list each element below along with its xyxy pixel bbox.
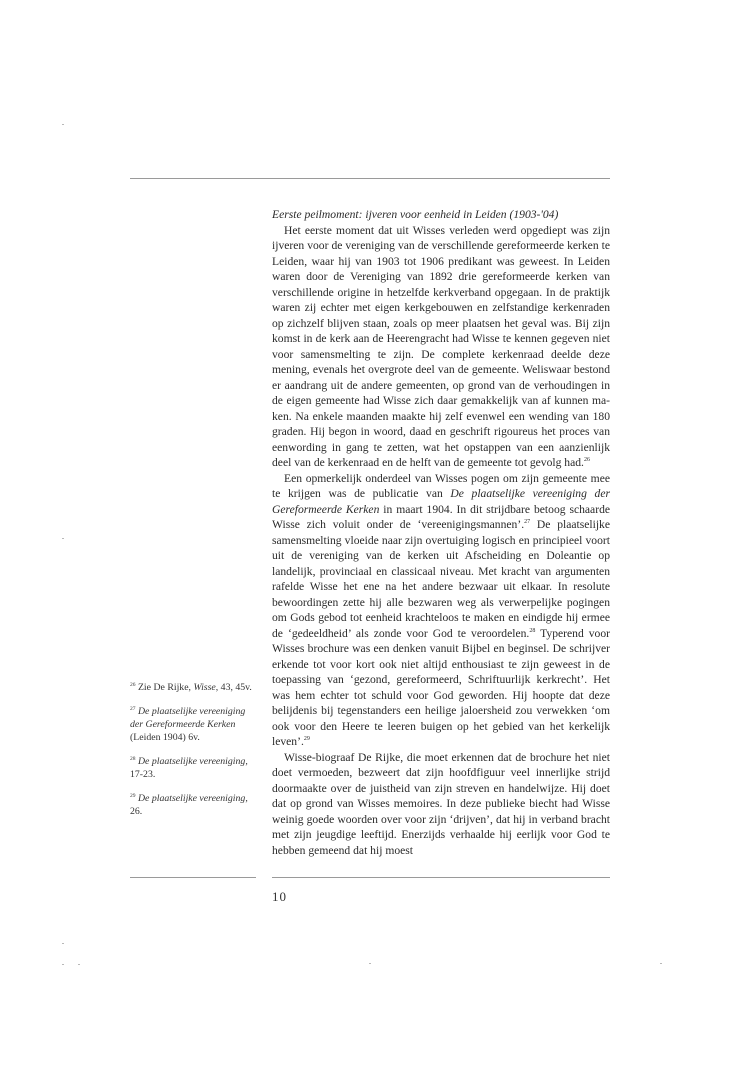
- footnote-ref-27: 27: [524, 519, 531, 525]
- footnote-number: 26: [130, 682, 136, 688]
- paragraph-3-text: Wisse-biograaf De Rijke, die moet erkennen dat de brochure het niet doet vermoeden, bezweert dat zijn hoofdfiguur veel innerlijke strijd doormaakte over de juistheid van zijn streven en handelwijze. Hij doet dat op grond van Wisses memoires. In deze publieke biecht had Wisse weinig goede woorden over voor zijn ‘drijven’, dat hij in verband bracht met zijn jeugdige leeftijd. Enerzijds verhaalde hij eerlijk voor God te hebben gemeend dat hij moest: [272, 750, 610, 857]
- scan-speck: [62, 943, 64, 944]
- paragraph-1: [272, 223, 610, 471]
- paragraph-2: [272, 471, 610, 750]
- footnote-title: Wisse: [193, 682, 216, 693]
- footnote-title: De plaatselijke vereeniging: [137, 793, 246, 804]
- text-bottom-rule: [272, 877, 610, 878]
- main-text-column: [272, 207, 610, 858]
- footnote-text: (Leiden 1904) 6v.: [130, 732, 200, 743]
- scan-speck: [369, 963, 371, 964]
- footnote-text: , 17-23.: [130, 756, 248, 780]
- scan-speck: [62, 124, 64, 125]
- footnote-number: 29: [130, 793, 136, 799]
- footnote-number: 28: [130, 756, 136, 762]
- footnote-ref-29: 29: [303, 736, 310, 742]
- scan-speck: [62, 538, 64, 539]
- paragraph-2-text-c: De plaatselijke samensmelting vloeide naar zijn overtuiging logisch en principieel voort uit de vereniging van de kerken uit Afscheiding en Doleantie op landelijk, provinciaal en classicaal niveau. Met kracht van argumenten rafelde Wisse het ene na het andere bezwaar uit elkaar. In resolute bewoordingen zette hij alle bezwaren weg als verwerpelijke pogingen om Gods gebod tot eenheid krachteloos te maken en eindigde hij ermee de ‘gedeeldheid’ als zonde voor God te veroordelen.: [272, 518, 610, 640]
- top-rule: [130, 178, 610, 179]
- footnote-text: Zie De Rijke,: [135, 682, 194, 693]
- paragraph-3: [272, 750, 610, 859]
- footnote-ref-28: 28: [529, 627, 536, 634]
- scan-speck: [62, 964, 64, 965]
- scan-speck: [78, 964, 80, 965]
- footnote-text: , 43, 45v.: [215, 682, 252, 693]
- footnote-text: , 26.: [130, 793, 248, 817]
- footnote-title: De plaatselijke vereeniging: [137, 756, 246, 767]
- paragraph-2-text-a: Een opmerkelijk onderdeel van Wisses pogen om zijn gemeente mee te krijgen was de publicatie van: [272, 471, 610, 500]
- footnote-27: [130, 705, 256, 744]
- footnote-number: 27: [130, 706, 136, 712]
- paragraph-2-book-title: De plaatselijke vereeniging der Gereformeerde Kerken: [272, 487, 610, 516]
- section-heading: Eerste peilmoment: ijveren voor eenheid in Leiden (1903-'04): [272, 208, 559, 221]
- paragraph-2-text-b: in maart 1904. In dit strijdbare betoog schaarde Wisse zich voluit onder de ‘vereenigingsmannen’.: [272, 502, 611, 531]
- footnote-bottom-rule: [130, 877, 256, 878]
- scan-speck: [660, 963, 662, 964]
- paragraph-1-text: Het eerste moment dat uit Wisses verleden werd opgediept was zijn ijveren voor de vereniging van de verschillende gereformeerde kerken te Leiden, waar hij van 1903 tot 1906 predikant was geweest. In Leiden waren door de Vereniging van 1892 drie gereformeerde kerken van verschillende origine in hetzelfde kerkverband opgegaan. In de praktijk waren zij echter met eigen kerkgebouwen en zelfstandige kerkenraden op zichzelf blijven staan, zoals op meer plaatsen het geval was. Bij zijn komst in de kerk aan de Heerengracht had Wisse te kennen gegeven niet voor samensmelting te zijn. De complete kerkenraad deelde deze mening, evenals het overgrote deel van de gemeente. Weliswaar bestond er aandrang uit de andere gemeenten, op grond van de verhoudingen in de eigen gemeente had Wisse zich daar gemakkelijk van af kunnen maken. Na enkele maanden maakte hij zelf evenwel een wending van 180 graden. Hij begon in woord, daad en geschrift rigoureus het proces van eenwording in gang te zetten, wat het opstappen van een aanzienlijk deel van de kerkenraad en de helft van de gemeente tot gevolg had.: [272, 223, 610, 469]
- footnote-26: [130, 681, 256, 694]
- side-footnotes: [130, 681, 256, 829]
- page-number: 10: [272, 889, 287, 904]
- paragraph-2-text-d: Typerend voor Wisses brochure was een denken vanuit Bijbel en beginsel. De schrijver erkende tot voor kort ook niet altijd enthousiast te zijn geweest in de toepassing van ‘gezond, gereformeerd, Schriftuurlijk kerkrecht’. Het was hem echter tot schuld voor God geworden. Hij hoopte dat deze belijdenis bij tegenstanders een heilige jaloersheid zou verwekken ‘om ook voor den Heere te leeren buigen op het gebied van het kerkelijk leven’.: [272, 626, 611, 748]
- footnote-ref-26: 26: [583, 457, 590, 463]
- footnote-29: [130, 792, 256, 818]
- footnote-28: [130, 755, 256, 781]
- footnote-title: De plaatselijke vereeniging der Gereformeerde Kerken: [130, 706, 246, 730]
